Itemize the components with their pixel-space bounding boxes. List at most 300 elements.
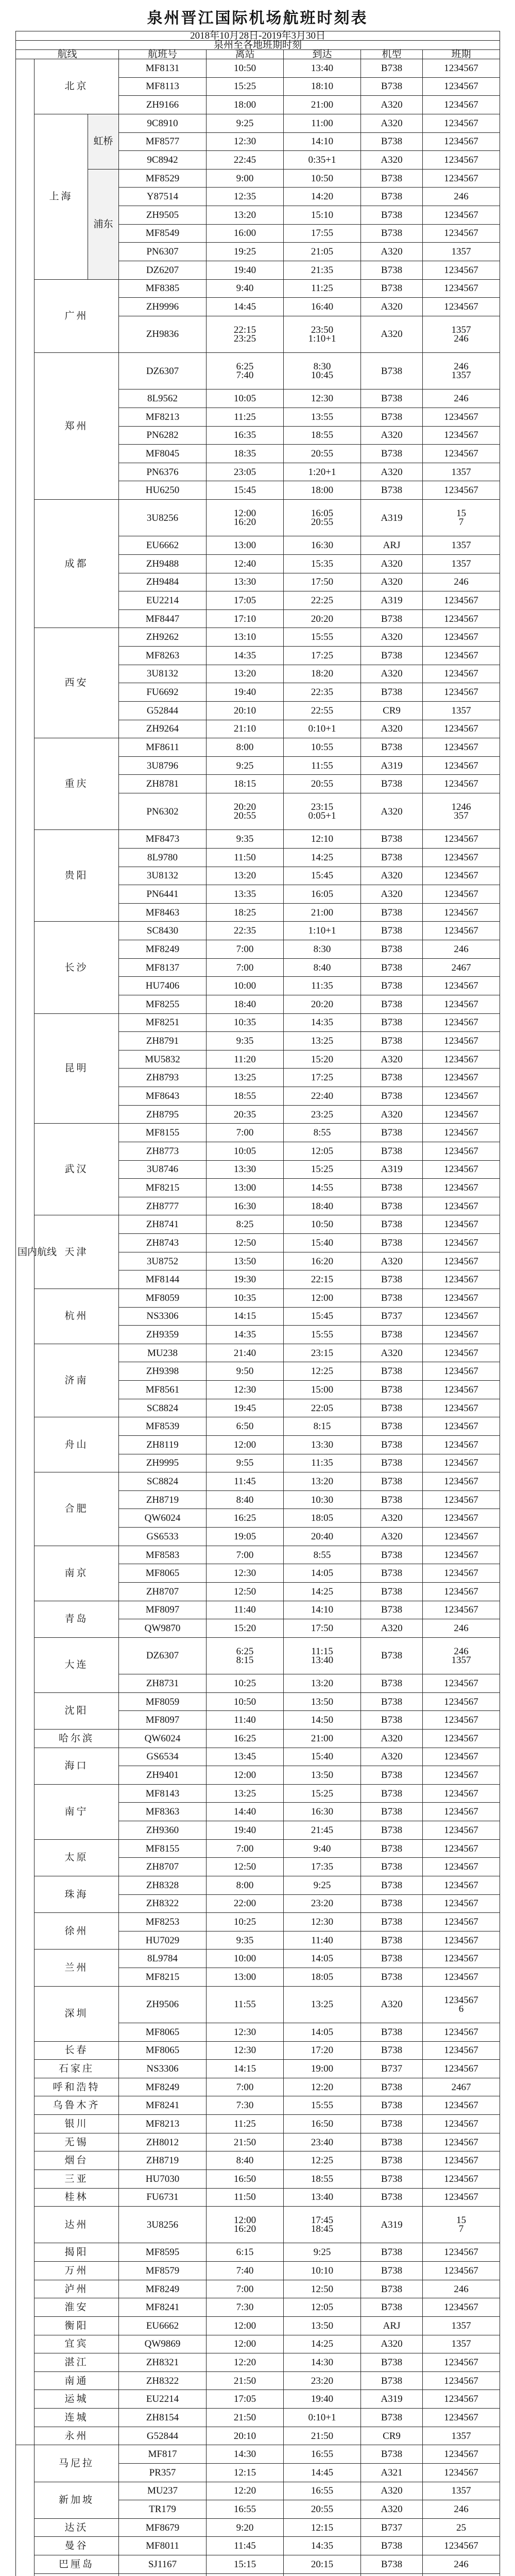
flight-number: EU2214 bbox=[119, 2390, 207, 2409]
aircraft-type: B738 bbox=[361, 2041, 423, 2060]
arrival-time: 14:10 bbox=[284, 132, 361, 151]
arrival-time: 13:50 bbox=[284, 2316, 361, 2335]
city-name: 昆明 bbox=[35, 1013, 119, 1124]
flight-number: SC8824 bbox=[119, 1399, 207, 1417]
flight-number: NS3306 bbox=[119, 2060, 207, 2078]
departure-time: 12:20 bbox=[207, 2482, 284, 2500]
flight-row bbox=[16, 2041, 500, 2060]
aircraft-type: A320 bbox=[361, 885, 423, 904]
arrival-time: 16:30 bbox=[284, 536, 361, 555]
flight-number: ZH9262 bbox=[119, 628, 207, 647]
aircraft-type: A320 bbox=[361, 1748, 423, 1766]
flight-number: MF8539 bbox=[119, 1417, 207, 1436]
aircraft-type: B738 bbox=[361, 132, 423, 151]
aircraft-type: B738 bbox=[361, 2188, 423, 2207]
flight-number: 9C8910 bbox=[119, 114, 207, 132]
flight-number: 3U8796 bbox=[119, 756, 207, 775]
aircraft-type: B738 bbox=[361, 2170, 423, 2188]
departure-time: 21:50 bbox=[207, 2409, 284, 2427]
header-flight: 航班号 bbox=[119, 50, 207, 59]
city-name: 大连 bbox=[35, 1637, 119, 1692]
flight-row bbox=[16, 830, 500, 849]
arrival-time: 20:20 bbox=[284, 995, 361, 1013]
city-name: 杭州 bbox=[35, 1289, 119, 1344]
aircraft-type: A320 bbox=[361, 2500, 423, 2519]
weekdays: 1234567 bbox=[423, 2115, 500, 2133]
departure-time: 18:25 bbox=[207, 903, 284, 922]
aircraft-type: A320 bbox=[361, 316, 423, 352]
city-name: 珠海 bbox=[35, 1876, 119, 1912]
weekdays: 1234567 bbox=[423, 1931, 500, 1950]
departure-time: 14:40 bbox=[207, 1803, 284, 1821]
departure-time: 12:30 bbox=[207, 1564, 284, 1583]
flight-row bbox=[16, 1876, 500, 1894]
departure-time: 13:35 bbox=[207, 885, 284, 904]
aircraft-type: B738 bbox=[361, 2371, 423, 2390]
arrival-time: 16:05 20:55 bbox=[284, 500, 361, 536]
departure-time: 22:35 bbox=[207, 922, 284, 940]
weekdays: 246 bbox=[423, 940, 500, 959]
flight-row bbox=[16, 2427, 500, 2445]
departure-time: 20:10 bbox=[207, 2427, 284, 2445]
aircraft-type: B738 bbox=[361, 1858, 423, 1876]
arrival-time: 12:00 bbox=[284, 1289, 361, 1307]
weekdays bbox=[423, 2573, 500, 2576]
flight-row bbox=[16, 2409, 500, 2427]
departure-time: 16:25 bbox=[207, 1509, 284, 1528]
flight-row bbox=[16, 1913, 500, 1931]
aircraft-type: A320 bbox=[361, 573, 423, 591]
departure-time: 18:35 bbox=[207, 445, 284, 463]
arrival-time: 16:55 bbox=[284, 2482, 361, 2500]
arrival-time: 16:40 bbox=[284, 298, 361, 316]
arrival-time: 12:50 bbox=[284, 2280, 361, 2298]
flight-number: ZH8743 bbox=[119, 1234, 207, 1252]
flight-number: ZH9484 bbox=[119, 573, 207, 591]
weekdays: 246 bbox=[423, 573, 500, 591]
departure-time: 12:50 bbox=[207, 1858, 284, 1876]
flight-row bbox=[16, 2335, 500, 2353]
departure-time: 10:05 bbox=[207, 1142, 284, 1160]
flight-row bbox=[16, 1784, 500, 1803]
arrival-time: 21:00 bbox=[284, 903, 361, 922]
departure-time: 16:25 bbox=[207, 1729, 284, 1748]
flight-number: ZH9166 bbox=[119, 96, 207, 114]
flight-number: 3U8132 bbox=[119, 867, 207, 885]
departure-time: 13:00 bbox=[207, 536, 284, 555]
weekdays: 1234567 bbox=[423, 1307, 500, 1326]
weekdays: 1234567 bbox=[423, 903, 500, 922]
aircraft-type: A320 bbox=[361, 298, 423, 316]
flight-number: MF8213 bbox=[119, 408, 207, 426]
city-name: 徐州 bbox=[35, 1913, 119, 1950]
arrival-time: 16:20 bbox=[284, 1252, 361, 1270]
arrival-time: 21:45 bbox=[284, 1821, 361, 1840]
weekdays: 1234567 bbox=[423, 995, 500, 1013]
flight-number: MF8363 bbox=[119, 1803, 207, 1821]
flight-number: ZH9505 bbox=[119, 206, 207, 225]
aircraft-type: B737 bbox=[361, 2518, 423, 2537]
flight-row bbox=[16, 1839, 500, 1858]
weekdays: 1234567 bbox=[423, 720, 500, 738]
arrival-time: 21:00 bbox=[284, 96, 361, 114]
departure-time: 13:20 bbox=[207, 206, 284, 225]
flight-row bbox=[16, 2445, 500, 2464]
departure-time: 12:35 bbox=[207, 188, 284, 206]
flight-number: ZH8781 bbox=[119, 775, 207, 793]
aircraft-type: B738 bbox=[361, 77, 423, 96]
flight-number: ZH8321 bbox=[119, 2353, 207, 2372]
departure-time: 11:50 bbox=[207, 848, 284, 867]
flight-number: ZH8322 bbox=[119, 2371, 207, 2390]
city-name: 新加坡 bbox=[35, 2482, 119, 2518]
flight-number: MF8249 bbox=[119, 940, 207, 959]
weekdays: 1234567 bbox=[423, 867, 500, 885]
flight-number: MF8577 bbox=[119, 132, 207, 151]
aircraft-type: ARJ bbox=[361, 2316, 423, 2335]
arrival-time: 8:55 bbox=[284, 1546, 361, 1564]
departure-time: 10:35 bbox=[207, 1289, 284, 1307]
city-name: 舟山 bbox=[35, 1417, 119, 1472]
departure-time: 6:50 bbox=[207, 1417, 284, 1436]
flight-number: MF8447 bbox=[119, 609, 207, 628]
weekdays: 1234567 bbox=[423, 2188, 500, 2207]
arrival-time: 22:15 bbox=[284, 1270, 361, 1289]
arrival-time: 20:15 bbox=[284, 2555, 361, 2574]
flight-row bbox=[16, 1729, 500, 1748]
arrival-time: 23:15 bbox=[284, 1344, 361, 1362]
departure-time: 9:40 bbox=[207, 279, 284, 298]
weekdays: 246 bbox=[423, 1619, 500, 1638]
arrival-time: 17:35 bbox=[284, 1858, 361, 1876]
departure-time: 11:50 bbox=[207, 2188, 284, 2207]
weekdays: 1234567 bbox=[423, 2041, 500, 2060]
weekdays: 1234567 bbox=[423, 1160, 500, 1179]
weekdays: 1234567 bbox=[423, 2023, 500, 2041]
city-name: 郑州 bbox=[35, 353, 119, 500]
departure-time: 21:50 bbox=[207, 2133, 284, 2151]
arrival-time: 23:15 0:05+1 bbox=[284, 793, 361, 830]
departure-time: 17:05 bbox=[207, 2390, 284, 2409]
aircraft-type: B738 bbox=[361, 2409, 423, 2427]
weekdays: 1234567 bbox=[423, 1381, 500, 1399]
aircraft-type: B738 bbox=[361, 1711, 423, 1730]
weekdays: 1234567 bbox=[423, 1766, 500, 1785]
flight-number: ZH8707 bbox=[119, 1858, 207, 1876]
arrival-time: 12:15 bbox=[284, 2518, 361, 2537]
departure-time: 15:15 bbox=[207, 2555, 284, 2574]
flight-number: MF8215 bbox=[119, 1968, 207, 1987]
departure-time: 21:40 bbox=[207, 1344, 284, 1362]
flight-row bbox=[16, 2353, 500, 2372]
aircraft-type: B738 bbox=[361, 1637, 423, 1674]
city-name: 西安 bbox=[35, 628, 119, 738]
weekdays: 1234567 bbox=[423, 1197, 500, 1215]
aircraft-type: B738 bbox=[361, 389, 423, 408]
arrival-time: 17:45 18:45 bbox=[284, 2207, 361, 2243]
departure-time: 19:40 bbox=[207, 261, 284, 279]
departure-time: 19:40 bbox=[207, 1821, 284, 1840]
arrival-time: 15:10 bbox=[284, 206, 361, 225]
aircraft-type: A320 bbox=[361, 720, 423, 738]
departure-time: 17:05 bbox=[207, 591, 284, 610]
flight-number: QW9870 bbox=[119, 1619, 207, 1638]
flight-number: MF817 bbox=[119, 2445, 207, 2464]
category-international bbox=[16, 2445, 35, 2576]
flight-number: ZH8741 bbox=[119, 1215, 207, 1234]
city-name: 永州 bbox=[35, 2427, 119, 2445]
flight-number: 9C8942 bbox=[119, 151, 207, 170]
departure-time: 11:55 bbox=[207, 1986, 284, 2023]
weekdays: 1234567 bbox=[423, 1968, 500, 1987]
flight-number: MF8065 bbox=[119, 1564, 207, 1583]
weekdays: 1234567 bbox=[423, 2298, 500, 2317]
weekdays: 1234567 bbox=[423, 830, 500, 849]
flight-number: MU5832 bbox=[119, 1050, 207, 1069]
city-name: 北京 bbox=[35, 59, 119, 114]
aircraft-type: A320 bbox=[361, 243, 423, 261]
departure-time: 14:15 bbox=[207, 1307, 284, 1326]
aircraft-type: A319 bbox=[361, 591, 423, 610]
city-name: 长春 bbox=[35, 2041, 119, 2060]
departure-time: 7:40 bbox=[207, 2262, 284, 2280]
aircraft-type: B737 bbox=[361, 2060, 423, 2078]
arrival-time: 9:25 bbox=[284, 2243, 361, 2262]
aircraft-type: A320 bbox=[361, 1344, 423, 1362]
departure-time: 7:30 bbox=[207, 2298, 284, 2317]
flight-row bbox=[16, 738, 500, 757]
arrival-time: 8:15 bbox=[284, 1417, 361, 1436]
aircraft-type: B738 bbox=[361, 2298, 423, 2317]
weekdays: 1234567 bbox=[423, 2096, 500, 2115]
aircraft-type: A320 bbox=[361, 628, 423, 647]
departure-time: 16:35 bbox=[207, 426, 284, 445]
flight-number: ZH8773 bbox=[119, 1142, 207, 1160]
arrival-time: 16:55 bbox=[284, 2445, 361, 2464]
departure-time: 9:35 bbox=[207, 1032, 284, 1050]
city-name: 运城 bbox=[35, 2390, 119, 2409]
flight-number: ZH8795 bbox=[119, 1105, 207, 1124]
flight-number: EU6662 bbox=[119, 2316, 207, 2335]
arrival-time: 18:10 bbox=[284, 77, 361, 96]
flight-number: ZH8791 bbox=[119, 1032, 207, 1050]
sub-airport: 虹桥 bbox=[88, 114, 119, 169]
weekdays: 1234567 bbox=[423, 1435, 500, 1454]
flight-number: ZH9996 bbox=[119, 298, 207, 316]
arrival-time: 18:05 bbox=[284, 1509, 361, 1528]
aircraft-type: B738 bbox=[361, 1564, 423, 1583]
flight-row bbox=[16, 279, 500, 298]
city-name: 上海 bbox=[35, 114, 88, 279]
weekdays: 1357 bbox=[423, 536, 500, 555]
flight-row bbox=[16, 1289, 500, 1307]
weekdays: 1234567 bbox=[423, 738, 500, 757]
flight-number: 3U8752 bbox=[119, 1252, 207, 1270]
city-name: 宜宾 bbox=[35, 2335, 119, 2353]
weekdays: 1234567 bbox=[423, 77, 500, 96]
flight-row bbox=[16, 2078, 500, 2096]
aircraft-type: A319 bbox=[361, 1160, 423, 1179]
flight-number: 3U8746 bbox=[119, 1160, 207, 1179]
arrival-time: 11:35 bbox=[284, 977, 361, 995]
weekdays: 246 bbox=[423, 2280, 500, 2298]
aircraft-type: B738 bbox=[361, 1179, 423, 1197]
aircraft-type: A320 bbox=[361, 1105, 423, 1124]
flight-number: 8L9562 bbox=[119, 389, 207, 408]
aircraft-type: A320 bbox=[361, 1050, 423, 1069]
flight-row bbox=[16, 2518, 500, 2537]
flight-row bbox=[16, 2115, 500, 2133]
departure-time: 19:25 bbox=[207, 243, 284, 261]
departure-time: 11:25 bbox=[207, 408, 284, 426]
flight-number: DZ6307 bbox=[119, 1637, 207, 1674]
departure-time: 11:45 bbox=[207, 2537, 284, 2555]
aircraft-type: B738 bbox=[361, 206, 423, 225]
city-name: 合肥 bbox=[35, 1472, 119, 1546]
departure-time: 9:20 bbox=[207, 2518, 284, 2537]
arrival-time: 10:55 bbox=[284, 738, 361, 757]
city-name: 成都 bbox=[35, 500, 119, 628]
flight-number: MF8253 bbox=[119, 1913, 207, 1931]
arrival-time: 15:25 bbox=[284, 1784, 361, 1803]
arrival-time: 23:50 1:10+1 bbox=[284, 316, 361, 352]
flight-number: MF8155 bbox=[119, 1839, 207, 1858]
weekdays: 1234567 bbox=[423, 1692, 500, 1711]
weekdays: 1234567 bbox=[423, 1729, 500, 1748]
aircraft-type: B738 bbox=[361, 1582, 423, 1601]
flight-number: ZH9401 bbox=[119, 1766, 207, 1785]
arrival-time: 0:10+1 bbox=[284, 720, 361, 738]
weekdays: 1234567 bbox=[423, 2371, 500, 2390]
flight-number: MF8529 bbox=[119, 169, 207, 188]
arrival-time: 14:35 bbox=[284, 2537, 361, 2555]
city-name: 揭阳 bbox=[35, 2243, 119, 2262]
weekdays: 1357 bbox=[423, 2482, 500, 2500]
departure-time: 22:15 23:25 bbox=[207, 316, 284, 352]
aircraft-type: B738 bbox=[361, 188, 423, 206]
arrival-time: 15:20 bbox=[284, 1050, 361, 1069]
arrival-time: 8:30 bbox=[284, 940, 361, 959]
flight-number: MF8249 bbox=[119, 2280, 207, 2298]
arrival-time: 11:35 bbox=[284, 1454, 361, 1472]
departure-time: 16:30 bbox=[207, 1197, 284, 1215]
departure-time: 11:25 bbox=[207, 2115, 284, 2133]
weekdays: 1234567 bbox=[423, 1069, 500, 1087]
city-name: 桂林 bbox=[35, 2188, 119, 2207]
arrival-time: 9:40 bbox=[284, 1839, 361, 1858]
aircraft-type: B738 bbox=[361, 1968, 423, 1987]
departure-time: 14:45 bbox=[207, 298, 284, 316]
weekdays: 15 7 bbox=[423, 500, 500, 536]
weekdays: 1234567 bbox=[423, 647, 500, 665]
flight-number: EU6662 bbox=[119, 536, 207, 555]
departure-time: 18:40 bbox=[207, 995, 284, 1013]
departure-time: 12:40 bbox=[207, 554, 284, 573]
schedule-body bbox=[16, 31, 500, 2576]
aircraft-type: B738 bbox=[361, 224, 423, 243]
flight-number: MF8583 bbox=[119, 1546, 207, 1564]
departure-time: 8:40 bbox=[207, 2151, 284, 2170]
weekdays: 1234567 bbox=[423, 1050, 500, 1069]
weekdays: 1234567 bbox=[423, 2537, 500, 2555]
city-name: 巴厘岛 bbox=[35, 2555, 119, 2574]
aircraft-type: B738 bbox=[361, 59, 423, 78]
flight-number: ZH8322 bbox=[119, 1894, 207, 1913]
arrival-time: 11:00 bbox=[284, 114, 361, 132]
arrival-time: 10:50 bbox=[284, 1215, 361, 1234]
arrival-time: 12:25 bbox=[284, 1362, 361, 1381]
aircraft-type: B738 bbox=[361, 1234, 423, 1252]
arrival-time: 17:55 bbox=[284, 224, 361, 243]
departure-time: 13:45 bbox=[207, 1748, 284, 1766]
flight-row bbox=[16, 922, 500, 940]
weekdays: 1234567 bbox=[423, 2262, 500, 2280]
weekdays: 1234567 bbox=[423, 59, 500, 78]
arrival-time: 18:55 bbox=[284, 426, 361, 445]
aircraft-type: CR9 bbox=[361, 2427, 423, 2445]
flight-row bbox=[16, 2537, 500, 2555]
city-name: 乌鲁木齐 bbox=[35, 2096, 119, 2115]
flight-number: ZH8777 bbox=[119, 1197, 207, 1215]
weekdays: 1234567 bbox=[423, 2060, 500, 2078]
weekdays: 1234567 bbox=[423, 1564, 500, 1583]
flight-number: MF8213 bbox=[119, 2115, 207, 2133]
flight-number: ZH8328 bbox=[119, 1876, 207, 1894]
aircraft-type: A320 bbox=[361, 114, 423, 132]
departure-time: 9:35 bbox=[207, 830, 284, 849]
flight-row bbox=[16, 2573, 500, 2576]
flight-number: MF8473 bbox=[119, 830, 207, 849]
departure-time: 12:30 bbox=[207, 2041, 284, 2060]
flight-number: HU7030 bbox=[119, 2170, 207, 2188]
aircraft-type: B738 bbox=[361, 647, 423, 665]
city-name: 南京 bbox=[35, 1546, 119, 1601]
aircraft-type: A320 bbox=[361, 554, 423, 573]
weekdays: 1234567 bbox=[423, 2151, 500, 2170]
flight-number: MF8549 bbox=[119, 224, 207, 243]
arrival-time: 11:40 bbox=[284, 1931, 361, 1950]
weekdays: 1234567 bbox=[423, 481, 500, 500]
weekdays: 1234567 bbox=[423, 591, 500, 610]
aircraft-type: B738 bbox=[361, 995, 423, 1013]
flight-number: ZH9398 bbox=[119, 1362, 207, 1381]
aircraft-type: B738 bbox=[361, 1142, 423, 1160]
arrival-time: 13:25 bbox=[284, 1032, 361, 1050]
weekdays: 1357 bbox=[423, 243, 500, 261]
aircraft-type: B738 bbox=[361, 1950, 423, 1968]
flight-number: ZH9264 bbox=[119, 720, 207, 738]
flight-number: MF8011 bbox=[119, 2537, 207, 2555]
aircraft-type: B738 bbox=[361, 2445, 423, 2464]
departure-time: 21:10 bbox=[207, 720, 284, 738]
flight-number: ZH8707 bbox=[119, 1582, 207, 1601]
schedule-table bbox=[15, 31, 500, 2576]
weekdays: 1234567 bbox=[423, 1472, 500, 1491]
arrival-time: 13:50 bbox=[284, 1692, 361, 1711]
flight-row bbox=[16, 500, 500, 536]
city-name: 青岛 bbox=[35, 1601, 119, 1637]
flight-number: EU2214 bbox=[119, 591, 207, 610]
weekdays: 1234567 bbox=[423, 1087, 500, 1106]
season-row bbox=[16, 31, 500, 41]
aircraft-type: A320 bbox=[361, 2482, 423, 2500]
aircraft-type: B738 bbox=[361, 1215, 423, 1234]
arrival-time: 20:55 bbox=[284, 2500, 361, 2519]
weekdays: 246 bbox=[423, 2555, 500, 2574]
arrival-time: 15:40 bbox=[284, 1234, 361, 1252]
city-name: 万州 bbox=[35, 2262, 119, 2280]
departure-time: 11:20 bbox=[207, 1050, 284, 1069]
